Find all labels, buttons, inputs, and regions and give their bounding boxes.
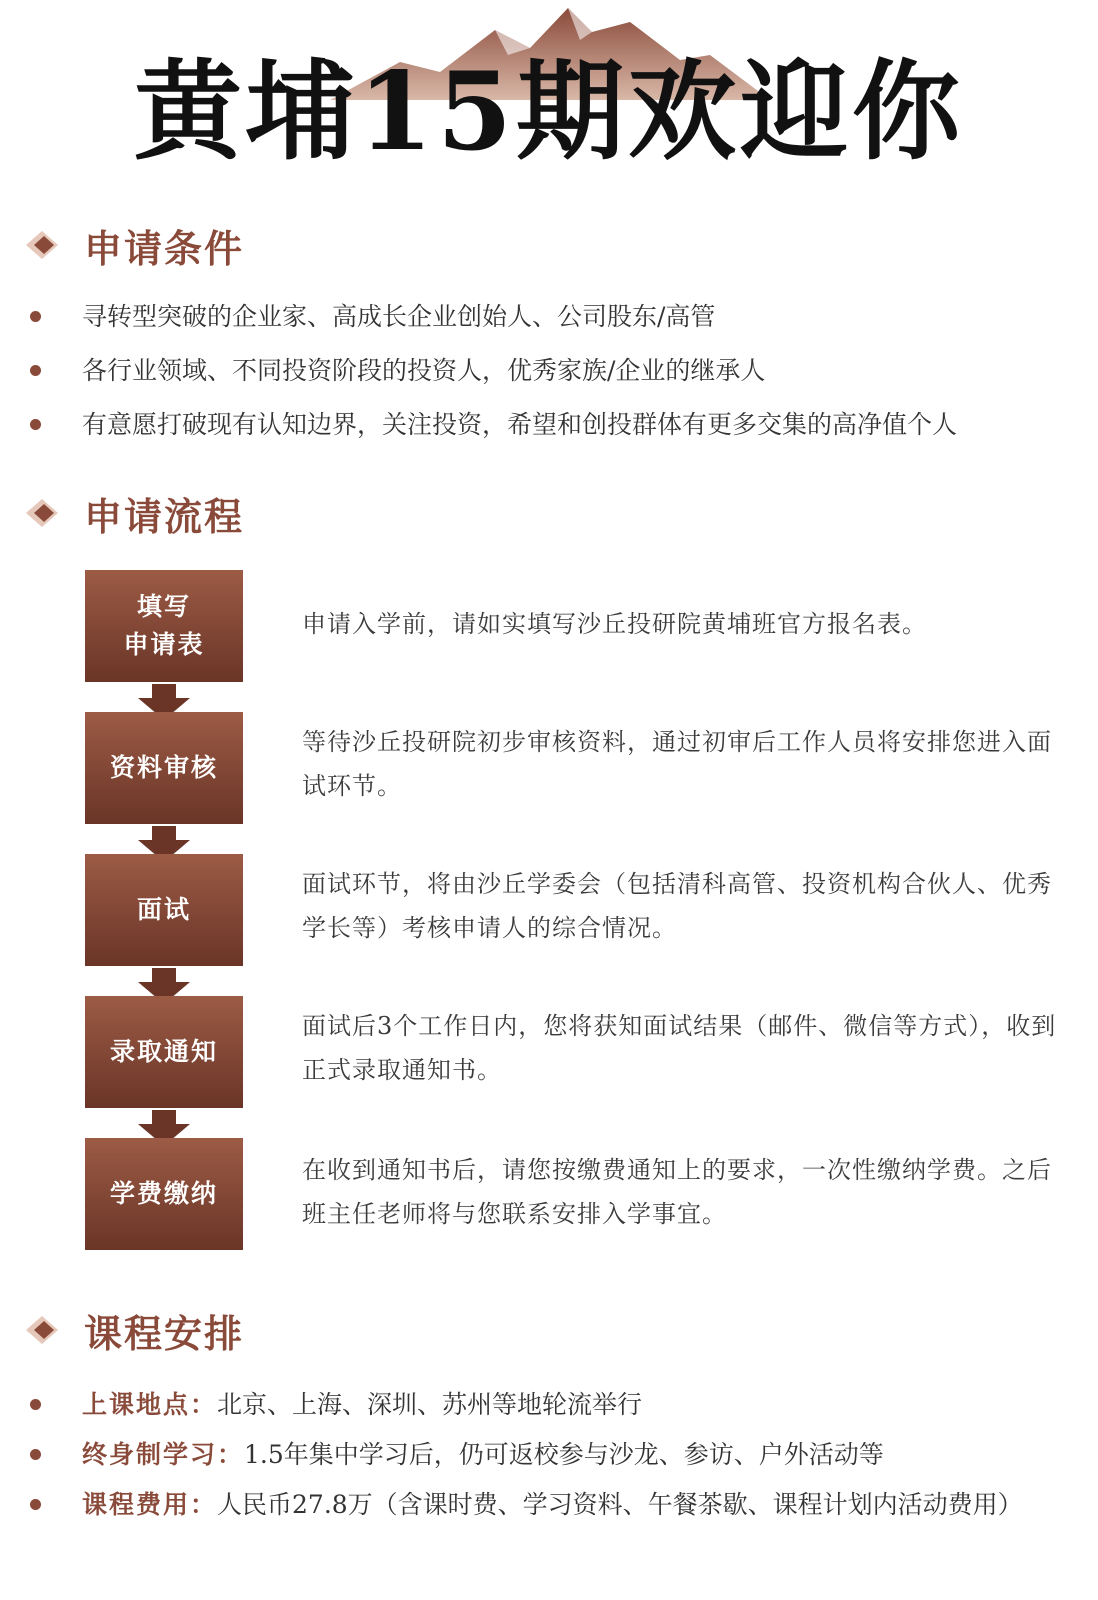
list-item	[30, 398, 957, 452]
step-label: 录取通知	[109, 1037, 218, 1066]
step-box-review	[85, 712, 243, 824]
bullet-dot	[30, 1449, 41, 1460]
section-header-process	[22, 488, 244, 538]
step-desc: 等待沙丘投研院初步审核资料，通过初审后工作人员将安排您进入面试环节。	[302, 728, 1052, 800]
bullet-dot	[30, 1399, 41, 1410]
step-label: 填写 申请表	[123, 592, 205, 659]
step-desc: 面试环节，将由沙丘学委会（包括清科高管、投资机构合伙人、优秀学长等）考核申请人的综合情况。	[302, 870, 1052, 942]
step-desc: 在收到通知书后，请您按缴费通知上的要求，一次性缴纳学费。之后班主任老师将与您联系安排入学事宜。	[302, 1156, 1052, 1228]
step-label: 资料审核	[109, 753, 218, 782]
step-desc: 面试后3个工作日内，您将获知面试结果（邮件、微信等方式），收到正式录取通知书。	[302, 1012, 1057, 1084]
list-item-text: 有意愿打破现有认知边界，关注投资，希望和创投群体有更多交集的高净值个人	[82, 410, 958, 439]
list-item	[30, 290, 957, 344]
step-box-payment	[85, 1138, 243, 1250]
item-key: 上课地点：	[82, 1390, 218, 1419]
diamond-icon	[22, 493, 64, 533]
section-header-course	[22, 1305, 244, 1355]
item-value: 北京、上海、深圳、苏州等地轮流举行	[217, 1390, 643, 1419]
section-title: 课程安排	[84, 1310, 245, 1356]
bullet-dot	[30, 1499, 41, 1510]
diamond-icon	[22, 1310, 64, 1350]
list-item	[30, 1430, 1023, 1480]
requirements-list	[30, 290, 957, 452]
item-value: 1.5年集中学习后，仍可返校参与沙龙、参访、户外活动等	[244, 1440, 884, 1469]
list-item	[30, 1480, 1023, 1530]
course-list	[30, 1380, 1023, 1530]
list-item	[30, 1380, 1023, 1430]
section-title: 申请条件	[84, 225, 245, 271]
step-label: 学费缴纳	[109, 1179, 218, 1208]
item-key: 课程费用：	[82, 1490, 218, 1519]
step-box-admission	[85, 996, 243, 1108]
list-item-text: 各行业领域、不同投资阶段的投资人，优秀家族/企业的继承人	[82, 356, 766, 385]
item-value: 人民币27.8万（含课时费、学习资料、午餐茶歇、课程计划内活动费用）	[217, 1490, 1023, 1519]
hero-banner	[0, 0, 1098, 200]
item-key: 终身制学习：	[82, 1440, 245, 1469]
list-item-text: 寻转型突破的企业家、高成长企业创始人、公司股东/高管	[82, 302, 716, 331]
step-desc: 申请入学前，请如实填写沙丘投研院黄埔班官方报名表。	[302, 610, 927, 638]
bullet-dot	[30, 419, 41, 430]
bullet-dot	[30, 311, 41, 322]
page-title: 黄埔15期欢迎你	[133, 49, 965, 175]
list-item	[30, 344, 957, 398]
section-header-requirements	[22, 220, 244, 270]
diamond-icon	[22, 225, 64, 265]
section-title: 申请流程	[84, 493, 245, 539]
step-box-interview	[85, 854, 243, 966]
step-box-fill-form	[85, 570, 243, 682]
bullet-dot	[30, 365, 41, 376]
step-label: 面试	[136, 895, 191, 924]
